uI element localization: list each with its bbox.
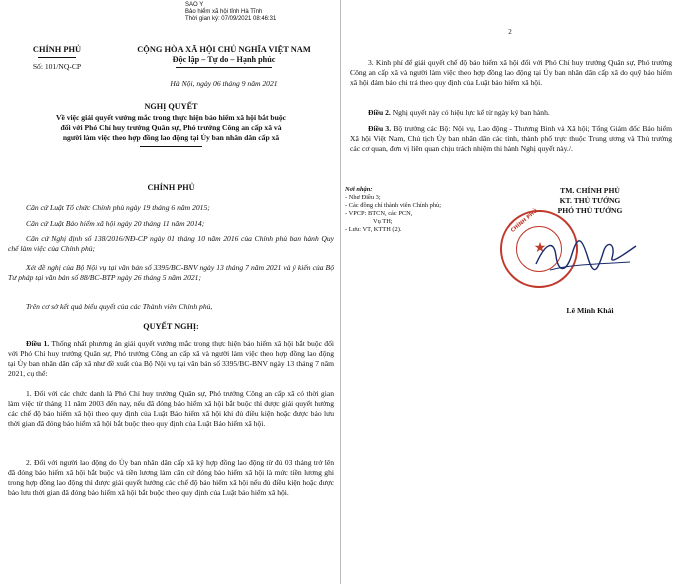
subject-line-2: đối với Phó Chỉ huy trưởng Quân sự, Phó trưởng Công an cấp xã và bbox=[60, 123, 282, 132]
subject-line-1: Về việc giải quyết vướng mắc trong thực hiện bảo hiểm xã hội bắt buộc bbox=[55, 113, 287, 122]
issuer-short: CHÍNH PHỦ bbox=[32, 45, 82, 54]
recipient-3: - VPCP: BTCN, các PCN, bbox=[345, 210, 413, 217]
recipient-1: - Như Điều 3; bbox=[345, 194, 381, 201]
copy-org: Bảo hiểm xã hội tỉnh Hà Tĩnh bbox=[185, 9, 263, 16]
star-icon: ★ bbox=[533, 241, 547, 256]
basis-1: Căn cứ Luật Tổ chức Chính phủ ngày 19 tháng 6 năm 2015; bbox=[26, 203, 210, 212]
basis-5: Trên cơ sở kết quả biểu quyết của các Thành viên Chính phủ, bbox=[26, 302, 213, 311]
issuer-heading: CHÍNH PHỦ bbox=[147, 183, 195, 192]
article-2 bbox=[350, 108, 672, 118]
recipients bbox=[345, 186, 441, 234]
seal-lettering: CHÍNH PHỦ bbox=[509, 208, 540, 234]
sign-for: KT. THỦ TƯỚNG bbox=[559, 196, 621, 205]
basis-4: Xét đề nghị của Bộ Nội vụ tại văn bản số 3395/BC-BNV ngày 13 tháng 7 năm 2021 và ý kiến của Bộ Tư pháp tại văn bản số 88/BC-BTP ngày 26 tháng 5 năm 2021; bbox=[8, 263, 334, 283]
document-number: Số: 101/NQ-CP bbox=[32, 62, 82, 71]
article-3-label: Điều 3. bbox=[368, 124, 392, 133]
article-2-text: Nghị quyết này có hiệu lực kể từ ngày ký ban hành. bbox=[392, 108, 550, 117]
recipient-4: Vụ TH; bbox=[373, 218, 393, 225]
clause-1: 1. Đối với các chức danh là Phó Chỉ huy trưởng Quân sự, Phó trưởng Công an cấp xã có thời gian làm việc từ tháng 11 năm 2003 đến nay, nếu đã đóng bảo hiểm xã hội bắt buộc thì được giải quyết hưởng các chế độ bảo hiểm xã hội theo quy định của Luật Bảo hiểm xã hội khi đủ điều kiện hoặc được bảo lưu thời gian đã đóng bảo hiểm xã hội bắt buộc theo quy định của Luật Bảo hiểm xã hội. bbox=[8, 389, 334, 429]
recipient-5: - Lưu: VT, KTTH (2). bbox=[345, 226, 402, 233]
sign-title: PHÓ THỦ TƯỚNG bbox=[557, 206, 623, 215]
document-kind: NGHỊ QUYẾT bbox=[144, 102, 198, 111]
basis-3: Căn cứ Nghị định số 138/2016/NĐ-CP ngày 01 tháng 10 năm 2016 của Chính phủ ban hành Quy chế làm việc của Chính phủ; bbox=[8, 234, 334, 254]
article-3 bbox=[350, 124, 672, 154]
article-1 bbox=[8, 339, 334, 379]
digital-signature-info bbox=[185, 2, 276, 24]
article-1-text: Thống nhất phương án giải quyết vướng mắc trong thực hiện bảo hiểm xã hội bắt buộc đối với Phó Chỉ huy trưởng Quân sự, Phó trưởng Công an cấp xã và người làm việc theo hợp đồng lao động tại Ủy ban nhân dân cấp xã như đề xuất của Bộ Nội vụ tại văn bản số 3395/BC-BNV ngày 13 tháng 7 năm 2021, cụ thể: bbox=[8, 339, 334, 379]
subject-underline bbox=[140, 146, 202, 147]
page-divider bbox=[340, 0, 341, 584]
copy-time: Thời gian ký: 07/09/2021 08:46:31 bbox=[185, 16, 277, 23]
article-1-label: Điều 1. bbox=[26, 339, 50, 348]
page-number: 2 bbox=[508, 28, 512, 36]
basis-2: Căn cứ Luật Bảo hiểm xã hội ngày 20 tháng 11 năm 2014; bbox=[26, 219, 205, 228]
republic-name: CỘNG HÒA XÃ HỘI CHỦ NGHĨA VIỆT NAM bbox=[137, 45, 311, 54]
handwritten-signature bbox=[532, 234, 642, 280]
article-3-text: Bộ trưởng các Bộ: Nội vụ, Lao động - Thương Binh và Xã hội; Tổng Giám đốc Bảo hiểm Xã hội Việt Nam, Chủ tịch Ủy ban nhân dân các tỉnh, thành phố trực thuộc Trung ương và Thủ trưởng các cơ quan, đơn vị liên quan chịu trách nhiệm thi hành Nghị quyết này./. bbox=[350, 124, 673, 154]
subject-line-3: người làm việc theo hợp đồng lao động tại Ủy ban nhân dân cấp xã bbox=[62, 133, 280, 142]
place-date: Hà Nội, ngày 06 tháng 9 năm 2021 bbox=[170, 79, 278, 88]
copy-mark: SAO Y bbox=[185, 2, 204, 8]
signer-name: Lê Minh Khải bbox=[566, 306, 614, 315]
motto-underline bbox=[176, 67, 272, 68]
issuer-underline bbox=[38, 57, 76, 58]
clause-3: 3. Kinh phí để giải quyết chế độ bảo hiểm xã hội đối với Phó Chỉ huy trưởng Quân sự, Phó trưởng Công an cấp xã và người làm việc theo hợp đồng lao động tại Ủy ban nhân dân cấp xã do quỹ bảo hiểm xã hội đảm bảo chi trả theo quy định của Luật bảo hiểm xã hội. bbox=[350, 58, 672, 88]
sign-org: TM. CHÍNH PHỦ bbox=[560, 186, 620, 195]
article-2-label: Điều 2. bbox=[368, 108, 391, 117]
national-motto: Độc lập – Tự do – Hạnh phúc bbox=[172, 55, 276, 64]
recipients-title: Nơi nhận: bbox=[345, 186, 373, 193]
clause-2: 2. Đối với người lao động do Ủy ban nhân dân cấp xã ký hợp đồng lao động từ đủ 03 tháng trở lên đã đóng bảo hiểm xã hội bắt buộc và tiền lương làm căn cứ đóng bảo hiểm xã hội là mức tiền lương ghi trong hợp đồng lao động thì được giải quyết hưởng các chế độ bảo hiểm xã hội nếu đủ điều kiện hoặc được bảo lưu thời gian đã đóng bảo hiểm xã hội bắt buộc theo quy định của Luật bảo hiểm xã hội. bbox=[8, 458, 334, 498]
recipient-2: - Các đồng chí thành viên Chính phủ; bbox=[345, 202, 442, 209]
resolve-heading: QUYẾT NGHỊ: bbox=[143, 322, 199, 331]
